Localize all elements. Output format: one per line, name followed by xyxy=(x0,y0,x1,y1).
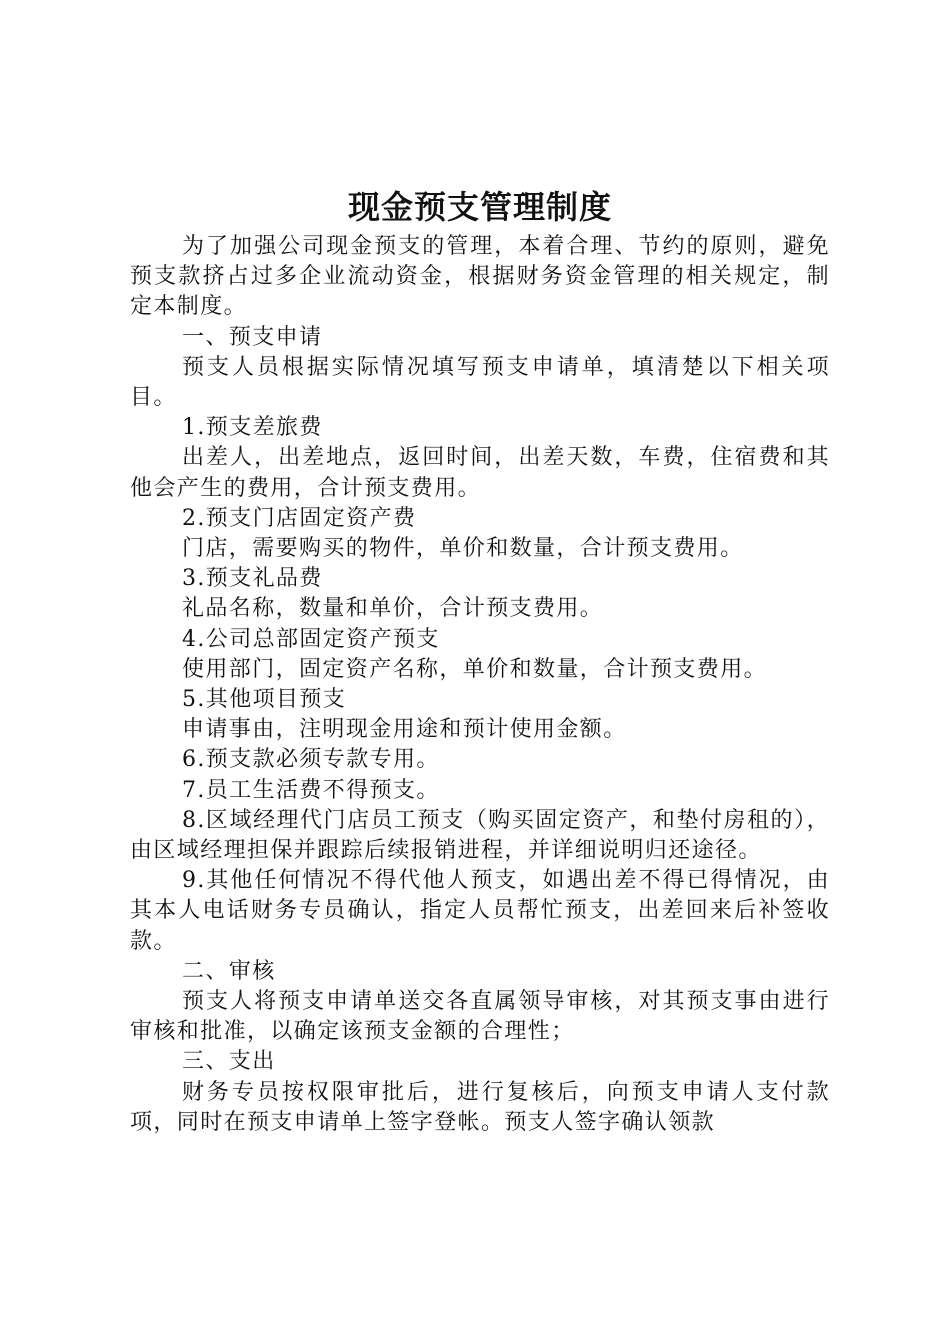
item-rule-9: 9.其他任何情况不得代他人预支，如遇出差不得已得情况，由其本人电话财务专员确认，指定人员帮忙预支，出差回来后补签收款。 xyxy=(130,868,830,954)
paragraph-application: 预支人员根据实际情况填写预支申请单，填清楚以下相关项目。 xyxy=(130,354,830,411)
item-heading-hq-assets: 4.公司总部固定资产预支 xyxy=(182,626,440,652)
paragraph-travel: 出差人，出差地点，返回时间，出差天数，车费，住宿费和其他会产生的费用，合计预支费用。 xyxy=(130,445,830,501)
paragraph-hq-assets: 使用部门，固定资产名称，单价和数量，合计预支费用。 xyxy=(182,656,768,682)
item-heading-gifts: 3.预支礼品费 xyxy=(182,566,323,592)
item-rule-7: 7.员工生活费不得预支。 xyxy=(182,777,440,803)
paragraph-gifts: 礼品名称，数量和单价，合计预支费用。 xyxy=(182,596,604,622)
section-heading-application: 一、预支申请 xyxy=(182,324,323,350)
paragraph-other: 申请事由，注明现金用途和预计使用金额。 xyxy=(182,717,627,743)
document-body xyxy=(130,232,830,1138)
paragraph-store-assets: 门店，需要购买的物件，单价和数量，合计预支费用。 xyxy=(182,536,744,562)
section-heading-review: 二、审核 xyxy=(182,958,276,984)
item-rule-8: 8.区域经理代门店员工预支（购买固定资产，和垫付房租的），由区域经理担保并跟踪后续报销进程，并详细说明归还途径。 xyxy=(130,807,830,864)
paragraph-review: 预支人将预支申请单送交各直属领导审核，对其预支事由进行审核和批准，以确定该预支金额的合理性； xyxy=(130,989,830,1045)
paragraph-intro: 为了加强公司现金预支的管理，本着合理、节约的原则，避免预支款挤占过多企业流动资金，根据财务资金管理的相关规定，制定本制度。 xyxy=(130,234,830,320)
paragraph-payment: 财务专员按权限审批后，进行复核后，向预支申请人支付款项，同时在预支申请单上签字登帐。预支人签字确认领款 xyxy=(130,1079,830,1135)
item-heading-travel: 1.预支差旅费 xyxy=(182,415,323,441)
item-heading-store-assets: 2.预支门店固定资产费 xyxy=(182,505,417,531)
document-title: 现金预支管理制度 xyxy=(347,188,612,226)
item-heading-other: 5.其他项目预支 xyxy=(182,687,347,713)
document-page xyxy=(130,182,830,1138)
item-rule-6: 6.预支款必须专款专用。 xyxy=(182,747,440,773)
section-heading-payment: 三、支出 xyxy=(182,1049,276,1075)
